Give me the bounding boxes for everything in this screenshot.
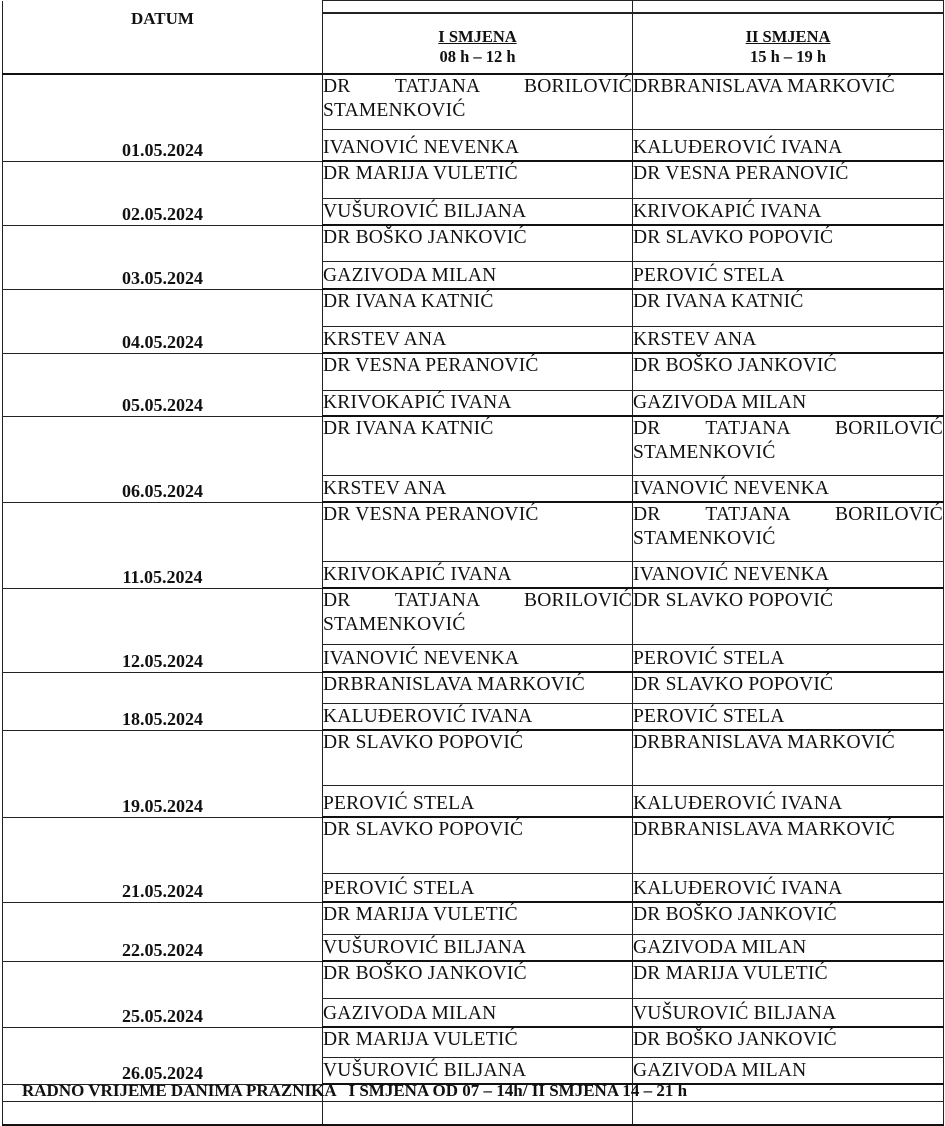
shift2-title: II SMJENA [745,27,831,46]
shift2-doctor: DR MARIJA VULETIĆ [633,961,944,999]
shift1-doctor: DR VESNA PERANOVIĆ [323,353,633,391]
shift2-doctor: DRBRANISLAVA MARKOVIĆ [633,817,944,874]
shift1-doctor: DRBRANISLAVA MARKOVIĆ [323,672,633,704]
shift1-doctor: DR SLAVKO POPOVIĆ [323,817,633,874]
date-cell: 04.05.2024 [3,289,323,353]
shift2-nurse: IVANOVIĆ NEVENKA [633,562,944,589]
date-cell: 26.05.2024 [3,1027,323,1084]
shift2-doctor: DRBRANISLAVA MARKOVIĆ [633,74,944,130]
shift1-nurse: GAZIVODA MILAN [323,999,633,1028]
shift1-doctor: DR BOŠKO JANKOVIĆ [323,225,633,262]
shift2-hours: 15 h – 19 h [749,47,827,66]
shift2-doctor: DR IVANA KATNIĆ [633,289,944,327]
shift1-nurse: VUŠUROVIĆ BILJANA [323,1058,633,1085]
shift2-nurse: GAZIVODA MILAN [633,391,944,417]
doctor-row [3,961,944,999]
shift1-doctor: DR VESNA PERANOVIĆ [323,502,633,562]
date-cell: 06.05.2024 [3,416,323,502]
doctor-row [3,672,944,704]
shift1-doctor: DR BOŠKO JANKOVIĆ [323,961,633,999]
shift1-nurse: PEROVIĆ STELA [323,874,633,903]
shift2-doctor: DR SLAVKO POPOVIĆ [633,225,944,262]
empty-row [3,1102,944,1126]
shift2-nurse: IVANOVIĆ NEVENKA [633,476,944,503]
shift1-doctor: DR MARIJA VULETIĆ [323,1027,633,1058]
doctor-row [3,1027,944,1058]
date-cell: 05.05.2024 [3,353,323,416]
shift2-doctor: DR BOŠKO JANKOVIĆ [633,1027,944,1058]
empty-cell [633,1102,944,1126]
shift1-nurse: GAZIVODA MILAN [323,262,633,290]
datum-header: DATUM [131,8,194,28]
shift1-nurse: KALUĐEROVIĆ IVANA [323,704,633,731]
shift2-nurse: KALUĐEROVIĆ IVANA [633,874,944,903]
header-row [3,1,944,75]
shift1-doctor: DR MARIJA VULETIĆ [323,161,633,199]
shift2-nurse: PEROVIĆ STELA [633,645,944,673]
doctor-row [3,225,944,262]
shift1-doctor: DR SLAVKO POPOVIĆ [323,730,633,786]
shift1-title: I SMJENA [438,27,517,46]
doctor-row [3,416,944,476]
date-cell: 02.05.2024 [3,161,323,225]
doctor-row [3,588,944,645]
shift1-nurse: KRSTEV ANA [323,476,633,503]
shift1-doctor: DR TATJANA BORILOVIĆ STAMENKOVIĆ [323,74,633,130]
shift2-nurse: PEROVIĆ STELA [633,704,944,731]
shift1-doctor: DR IVANA KATNIĆ [323,416,633,476]
shift2-nurse: VUŠUROVIĆ BILJANA [633,999,944,1028]
date-cell: 03.05.2024 [3,225,323,289]
date-cell: 11.05.2024 [3,502,323,588]
shift2-doctor: DR SLAVKO POPOVIĆ [633,588,944,645]
shift2-nurse: KALUĐEROVIĆ IVANA [633,130,944,162]
shift-schedule-table [2,0,944,1126]
datum-header-cell [3,1,323,75]
doctor-row [3,817,944,874]
shift2-doctor: DR VESNA PERANOVIĆ [633,161,944,199]
doctor-row [3,161,944,199]
date-cell: 18.05.2024 [3,672,323,730]
shift2-doctor: DR SLAVKO POPOVIĆ [633,672,944,704]
empty-cell [3,1102,323,1126]
date-cell: 01.05.2024 [3,74,323,161]
doctor-row [3,353,944,391]
empty-cell [323,1102,633,1126]
doctor-row [3,289,944,327]
date-cell: 25.05.2024 [3,961,323,1027]
date-cell: 22.05.2024 [3,902,323,961]
shift2-doctor: DR BOŠKO JANKOVIĆ [633,353,944,391]
doctor-row [3,902,944,935]
date-cell: 21.05.2024 [3,817,323,902]
shift2-doctor: DR TATJANA BORILOVIĆ STAMENKOVIĆ [633,416,944,476]
shift2-header [633,1,944,75]
shift2-nurse: PEROVIĆ STELA [633,262,944,290]
date-cell: 19.05.2024 [3,730,323,817]
holiday-hours-note: RADNO VRIJEME DANIMA PRAZNIKA I SMJENA OD 07 – 14h/ II SMJENA 14 – 21 h [22,1081,688,1100]
shift1-nurse: IVANOVIĆ NEVENKA [323,130,633,162]
shift2-doctor: DR BOŠKO JANKOVIĆ [633,902,944,935]
shift1-header [323,1,633,75]
shift2-nurse: GAZIVODA MILAN [633,935,944,962]
shift1-doctor: DR TATJANA BORILOVIĆ STAMENKOVIĆ [323,588,633,645]
shift2-doctor: DR TATJANA BORILOVIĆ STAMENKOVIĆ [633,502,944,562]
shift1-doctor: DR MARIJA VULETIĆ [323,902,633,935]
shift1-nurse: PEROVIĆ STELA [323,786,633,818]
shift1-nurse: VUŠUROVIĆ BILJANA [323,935,633,962]
doctor-row [3,502,944,562]
shift2-doctor: DRBRANISLAVA MARKOVIĆ [633,730,944,786]
doctor-row [3,74,944,130]
shift1-doctor: DR IVANA KATNIĆ [323,289,633,327]
shift1-nurse: KRIVOKAPIĆ IVANA [323,391,633,417]
shift2-nurse: KRSTEV ANA [633,327,944,354]
doctor-row [3,730,944,786]
shift1-hours: 08 h – 12 h [439,47,516,66]
shift2-nurse: GAZIVODA MILAN [633,1058,944,1085]
shift1-nurse: VUŠUROVIĆ BILJANA [323,199,633,226]
shift1-nurse: KRSTEV ANA [323,327,633,354]
shift2-nurse: KRIVOKAPIĆ IVANA [633,199,944,226]
shift2-nurse: KALUĐEROVIĆ IVANA [633,786,944,818]
shift1-nurse: IVANOVIĆ NEVENKA [323,645,633,673]
date-cell: 12.05.2024 [3,588,323,672]
shift1-nurse: KRIVOKAPIĆ IVANA [323,562,633,589]
